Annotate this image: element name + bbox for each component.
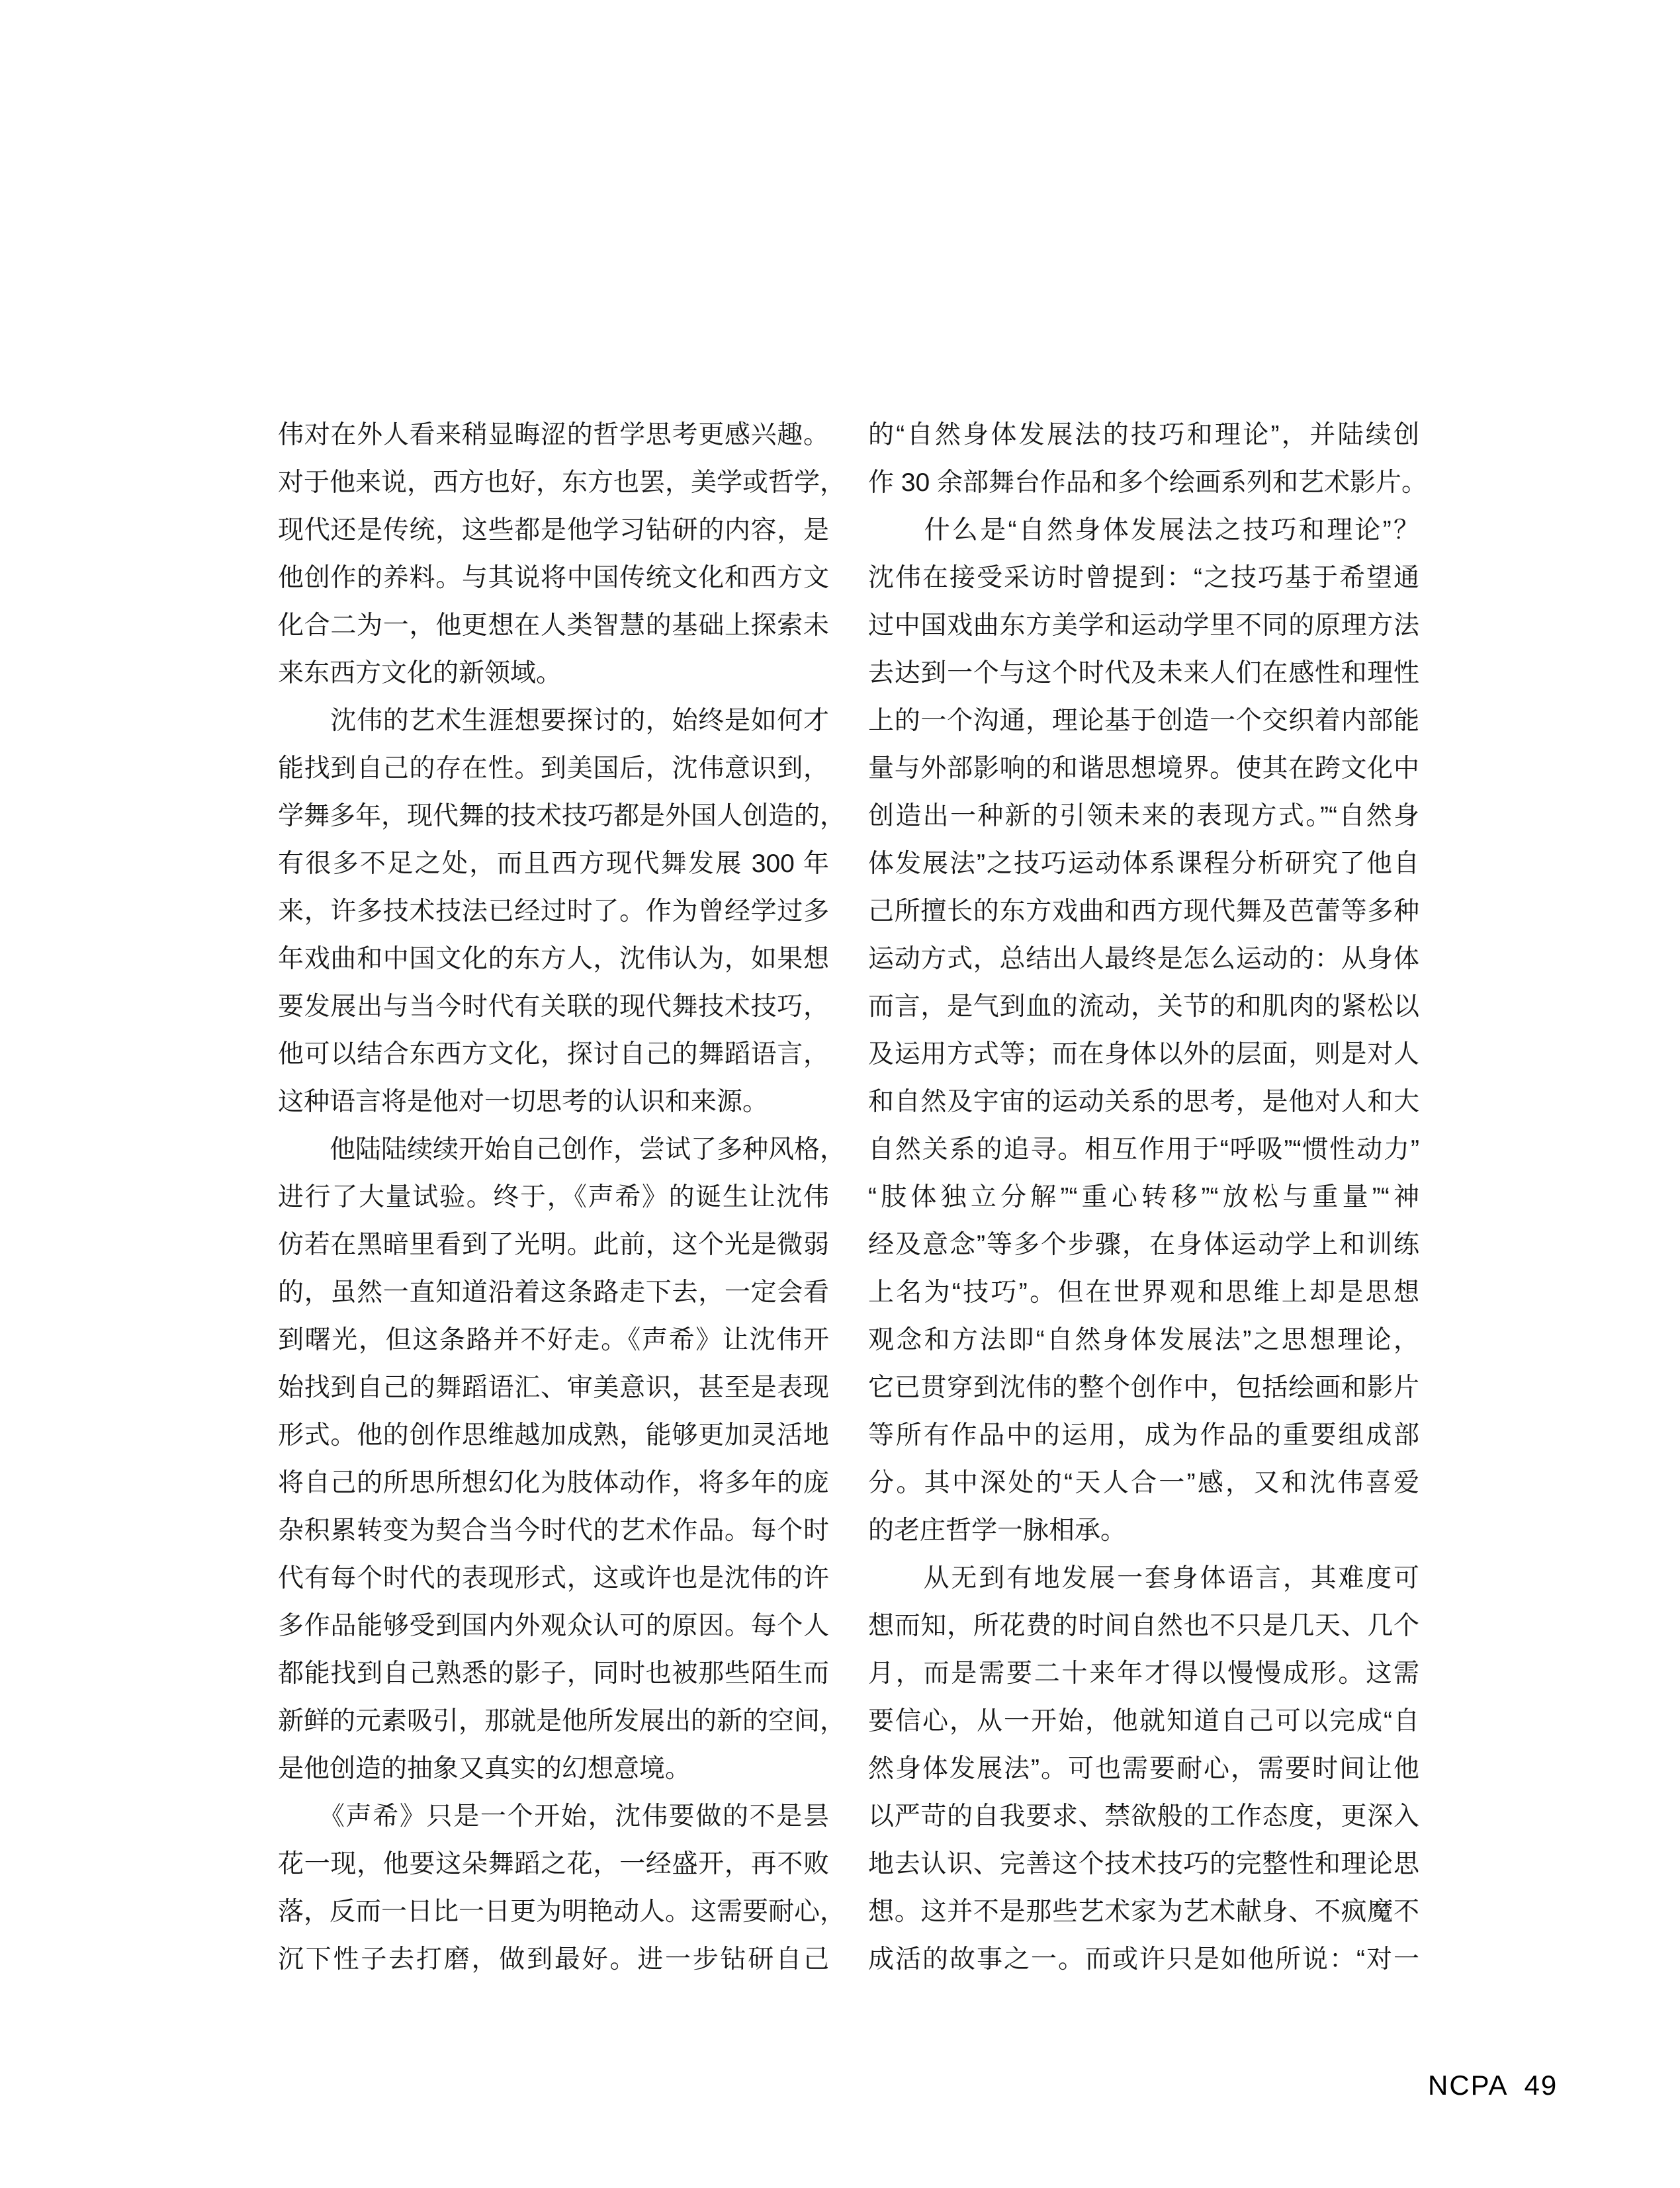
- text-line: 去达到一个与这个时代及未来人们在感性和理性: [868, 659, 1419, 687]
- text-line: 想。这并不是那些艺术家为艺术献身、不疯魔不: [868, 1898, 1419, 1926]
- text-line: 对于他来说，西方也好，东方也罢，美学或哲学，: [278, 468, 846, 497]
- text-line: 沈伟在接受采访时曾提到：“之技巧基于希望通: [868, 564, 1419, 592]
- text-line: 这种语言将是他对一切思考的认识和来源。: [278, 1088, 769, 1116]
- text-line: 化合二为一，他更想在人类智慧的基础上探索未: [278, 611, 829, 640]
- text-line: 现代还是传统，这些都是他学习钻研的内容，是: [278, 516, 829, 545]
- text-line: 地去认识、完善这个技术技巧的完整性和理论思: [868, 1850, 1419, 1878]
- text-line: 仿若在黑暗里看到了光明。此前，这个光是微弱: [278, 1231, 829, 1259]
- text-line: 己所擅长的东方戏曲和西方现代舞及芭蕾等多种: [868, 897, 1419, 926]
- text-line: 花一现，他要这朵舞蹈之花，一经盛开，再不败: [278, 1850, 829, 1878]
- text-line: 从无到有地发展一套身体语言，其难度可: [868, 1564, 1419, 1593]
- text-line: 他可以结合东西方文化，探讨自己的舞蹈语言，: [278, 1040, 829, 1069]
- text-line: 的“自然身体发展法的技巧和理论”，并陆续创: [868, 421, 1419, 449]
- text-line: 都能找到自己熟悉的影子，同时也被那些陌生而: [278, 1659, 829, 1688]
- text-line: 杂积累转变为契合当今时代的艺术作品。每个时: [278, 1516, 829, 1545]
- text-line: 将自己的所思所想幻化为肢体动作，将多年的庞: [278, 1469, 829, 1497]
- text-line: 学舞多年，现代舞的技术技巧都是外国人创造的，: [278, 802, 846, 830]
- text-line: 而言，是气到血的流动，关节的和肌肉的紧松以: [868, 992, 1419, 1021]
- right-text-column: [868, 412, 1428, 1984]
- text-line: 经及意念”等多个步骤，在身体运动学上和训练: [868, 1231, 1419, 1259]
- text-line: 观念和方法即“自然身体发展法”之思想理论，: [868, 1326, 1419, 1354]
- text-line: 体发展法”之技巧运动体系课程分析研究了他自: [868, 850, 1419, 878]
- text-line: 自然关系的追寻。相互作用于“呼吸”“惯性动力”: [868, 1135, 1419, 1164]
- text-line: 他创作的养料。与其说将中国传统文化和西方文: [278, 564, 829, 592]
- text-line: 量与外部影响的和谐思想境界。使其在跨文化中: [868, 754, 1419, 783]
- text-line: 他陆陆续续开始自己创作，尝试了多种风格，: [278, 1135, 846, 1164]
- page-number: 49: [1524, 2070, 1558, 2101]
- left-text-column: [278, 412, 846, 1984]
- text-line: 上名为“技巧”。但在世界观和思维上却是思想: [868, 1278, 1419, 1307]
- text-line: 来东西方文化的新领域。: [278, 659, 562, 687]
- text-line: 进行了大量试验。终于，《声希》的诞生让沈伟: [278, 1183, 829, 1211]
- text-line: 运动方式，总结出人最终是怎么运动的：从身体: [868, 945, 1419, 973]
- text-line: 月，而是需要二十来年才得以慢慢成形。这需: [868, 1659, 1419, 1688]
- text-line: 是他创造的抽象又真实的幻想意境。: [278, 1755, 691, 1783]
- text-line: 以严苛的自我要求、禁欲般的工作态度，更深入: [868, 1802, 1419, 1831]
- text-line: 的老庄哲学一脉相承。: [868, 1516, 1127, 1545]
- text-line: 然身体发展法”。可也需要耐心，需要时间让他: [868, 1755, 1419, 1783]
- text-line: 沉下性子去打磨，做到最好。进一步钻研自己: [278, 1945, 829, 1974]
- text-line: 上的一个沟通，理论基于创造一个交织着内部能: [868, 707, 1419, 735]
- text-line: 创造出一种新的引领未来的表现方式。”“自然身: [868, 802, 1419, 830]
- text-line: 伟对在外人看来稍显晦涩的哲学思考更感兴趣。: [278, 421, 829, 449]
- text-line: 始找到自己的舞蹈语汇、审美意识，甚至是表现: [278, 1374, 829, 1402]
- text-line: 落，反而一日比一日更为明艳动人。这需要耐心，: [278, 1898, 846, 1926]
- text-line: 成活的故事之一。而或许只是如他所说：“对一: [868, 1945, 1419, 1974]
- magazine-name: NCPA: [1428, 2070, 1509, 2101]
- text-line: “肢体独立分解”“重心转移”“放松与重量”“神: [868, 1183, 1419, 1211]
- text-line: 有很多不足之处，而且西方现代舞发展 300 年: [278, 850, 829, 878]
- text-line: 新鲜的元素吸引，那就是他所发展出的新的空间，: [278, 1707, 846, 1735]
- text-line: 能找到自己的存在性。到美国后，沈伟意识到，: [278, 754, 829, 783]
- text-line: 过中国戏曲东方美学和运动学里不同的原理方法: [868, 611, 1419, 640]
- text-line: 来，许多技术技法已经过时了。作为曾经学过多: [278, 897, 829, 926]
- text-line: 它已贯穿到沈伟的整个创作中，包括绘画和影片: [868, 1374, 1419, 1402]
- text-line: 分。其中深处的“天人合一”感，又和沈伟喜爱: [868, 1469, 1419, 1497]
- text-line: 什么是“自然身体发展法之技巧和理论”？: [868, 516, 1419, 545]
- text-line: 作 30 余部舞台作品和多个绘画系列和艺术影片。: [868, 468, 1428, 497]
- text-line: 和自然及宇宙的运动关系的思考，是他对人和大: [868, 1088, 1419, 1116]
- text-line: 及运用方式等；而在身体以外的层面，则是对人: [868, 1040, 1419, 1069]
- text-line: 《声希》只是一个开始，沈伟要做的不是昙: [278, 1802, 829, 1831]
- text-line: 的，虽然一直知道沿着这条路走下去，一定会看: [278, 1278, 829, 1307]
- page-footer: [1428, 2070, 1558, 2101]
- text-line: 要发展出与当今时代有关联的现代舞技术技巧，: [278, 992, 829, 1021]
- text-line: 想而知，所花费的时间自然也不只是几天、几个: [868, 1612, 1419, 1640]
- text-line: 到曙光，但这条路并不好走。《声希》让沈伟开: [278, 1326, 829, 1354]
- text-line: 沈伟的艺术生涯想要探讨的，始终是如何才: [278, 707, 829, 735]
- text-line: 形式。他的创作思维越加成熟，能够更加灵活地: [278, 1421, 829, 1450]
- text-line: 等所有作品中的运用，成为作品的重要组成部: [868, 1421, 1419, 1450]
- text-line: 代有每个时代的表现形式，这或许也是沈伟的许: [278, 1564, 829, 1593]
- text-line: 年戏曲和中国文化的东方人，沈伟认为，如果想: [278, 945, 829, 973]
- text-line: 要信心，从一开始，他就知道自己可以完成“自: [868, 1707, 1419, 1735]
- text-line: 多作品能够受到国内外观众认可的原因。每个人: [278, 1612, 829, 1640]
